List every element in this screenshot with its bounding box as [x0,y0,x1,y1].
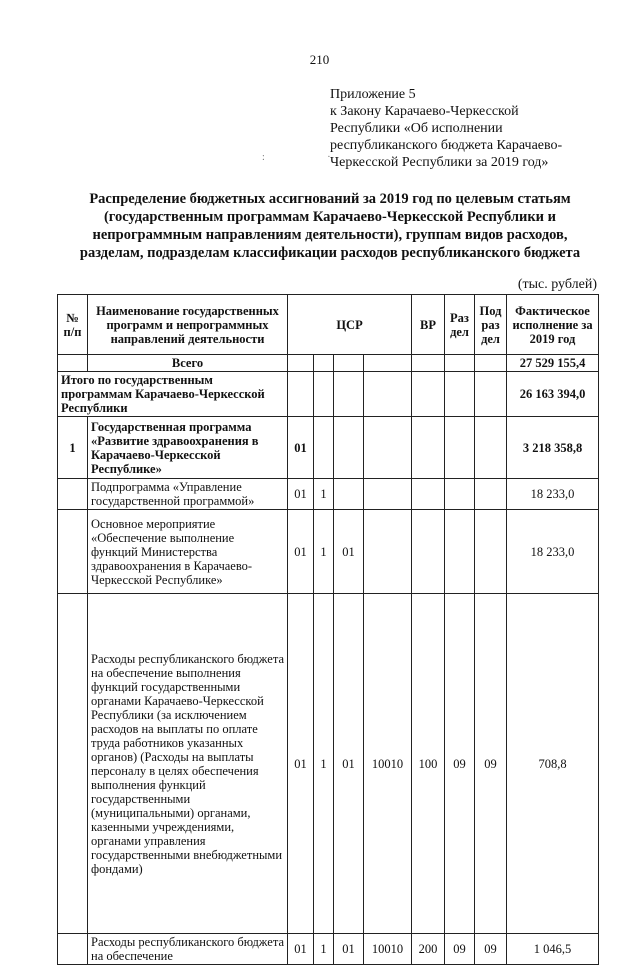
row-csr-direction [364,510,412,594]
header-csr: ЦСР [288,295,412,355]
table-row [58,934,599,965]
table-header-row [58,295,599,355]
row-num: 1 [58,417,88,479]
programs-total-row [58,372,599,417]
row-podrazdel [475,510,507,594]
header-vr: ВР [412,295,445,355]
programs-total-label: Итого по государственным программам Карачаево-Черкесской Республики [58,372,288,417]
row-vr [412,479,445,510]
row-csr-subprogram [314,417,334,479]
row-csr-event: 01 [334,594,364,934]
row-csr-direction [364,479,412,510]
row-csr-program: 01 [288,417,314,479]
budget-table [57,294,599,965]
row-num [58,510,88,594]
row-razdel [445,510,475,594]
row-csr-event [334,417,364,479]
row-csr-direction: 10010 [364,934,412,965]
appendix-line: Приложение 5 [330,87,416,102]
row-razdel [445,417,475,479]
row-csr-event: 01 [334,510,364,594]
row-name: Подпрограмма «Управление государственной программой» [88,479,288,510]
row-name: Основное мероприятие «Обеспечение выполнение функций Министерства здравоохранения в Карачаево-Черкесской Республике» [88,510,288,594]
row-name: Расходы республиканского бюджета на обеспечение [88,934,288,965]
header-podrazdel: Под раз дел [475,295,507,355]
title-line: непрограммным направлениям деятельности), группам видов расходов, [92,227,568,243]
row-actual: 1 046,5 [507,934,599,965]
row-actual: 18 233,0 [507,479,599,510]
table-row [58,594,599,934]
appendix-line: республиканского бюджета Карачаево- [330,138,563,153]
row-razdel [445,479,475,510]
row-vr: 200 [412,934,445,965]
row-csr-program: 01 [288,594,314,934]
row-podrazdel [475,479,507,510]
row-csr-program: 01 [288,479,314,510]
appendix-line: Черкесской Республики за 2019 год» [330,155,549,170]
row-csr-program: 01 [288,510,314,594]
row-name: Государственная программа «Развитие здравоохранения в Карачаево-Черкесской Республике» [88,417,288,479]
row-actual: 708,8 [507,594,599,934]
header-actual: Фактическое исполнение за 2019 год [507,295,599,355]
table-row [58,417,599,479]
row-razdel: 09 [445,934,475,965]
appendix-line: к Закону Карачаево-Черкесской [330,104,519,119]
row-actual: 3 218 358,8 [507,417,599,479]
row-podrazdel: 09 [475,934,507,965]
total-value: 27 529 155,4 [507,355,599,372]
table-row [58,510,599,594]
title-line: (государственным программам Карачаево-Черкесской Республики и [103,209,557,225]
table-row [58,479,599,510]
row-csr-subprogram: 1 [314,510,334,594]
row-vr [412,417,445,479]
header-name: Наименование государственных программ и непрограммных направлений деятельности [88,295,288,355]
row-csr-program: 01 [288,934,314,965]
appendix-line: Республики «Об исполнении [330,121,503,136]
row-num [58,479,88,510]
row-csr-subprogram: 1 [314,934,334,965]
header-num: № п/п [58,295,88,355]
appendix-note [330,86,620,171]
row-podrazdel: 09 [475,594,507,934]
header-razdel: Раз дел [445,295,475,355]
document-title [50,190,610,262]
row-csr-subprogram: 1 [314,479,334,510]
row-csr-direction [364,417,412,479]
total-row [58,355,599,372]
page-number: 210 [309,52,330,67]
row-razdel: 09 [445,594,475,934]
scan-artifact: : · [262,152,361,163]
row-csr-subprogram: 1 [314,594,334,934]
row-num [58,934,88,965]
title-line: Распределение бюджетных ассигнований за 2019 год по целевым статьям [89,191,571,207]
row-vr: 100 [412,594,445,934]
row-vr [412,510,445,594]
row-actual: 18 233,0 [507,510,599,594]
row-csr-event: 01 [334,934,364,965]
programs-total-value: 26 163 394,0 [507,372,599,417]
total-label: Всего [88,355,288,372]
title-line: разделам, подразделам классификации расходов республиканского бюджета [79,245,581,261]
row-csr-direction: 10010 [364,594,412,934]
row-name: Расходы республиканского бюджета на обеспечение выполнения функций государственными органами Карачаево-Черкесской Республики (за исключением расходов на выплаты по оплате труда работников указанных органов) (Расходы на выплаты персоналу в целях обеспечения выполнения функций государственными (муниципальными) органами, казенными учреждениями, органами управления государственными внебюджетными фондами) [88,594,288,934]
row-podrazdel [475,417,507,479]
row-num [58,594,88,934]
row-csr-event [334,479,364,510]
units-label: (тыс. рублей) [517,277,597,292]
